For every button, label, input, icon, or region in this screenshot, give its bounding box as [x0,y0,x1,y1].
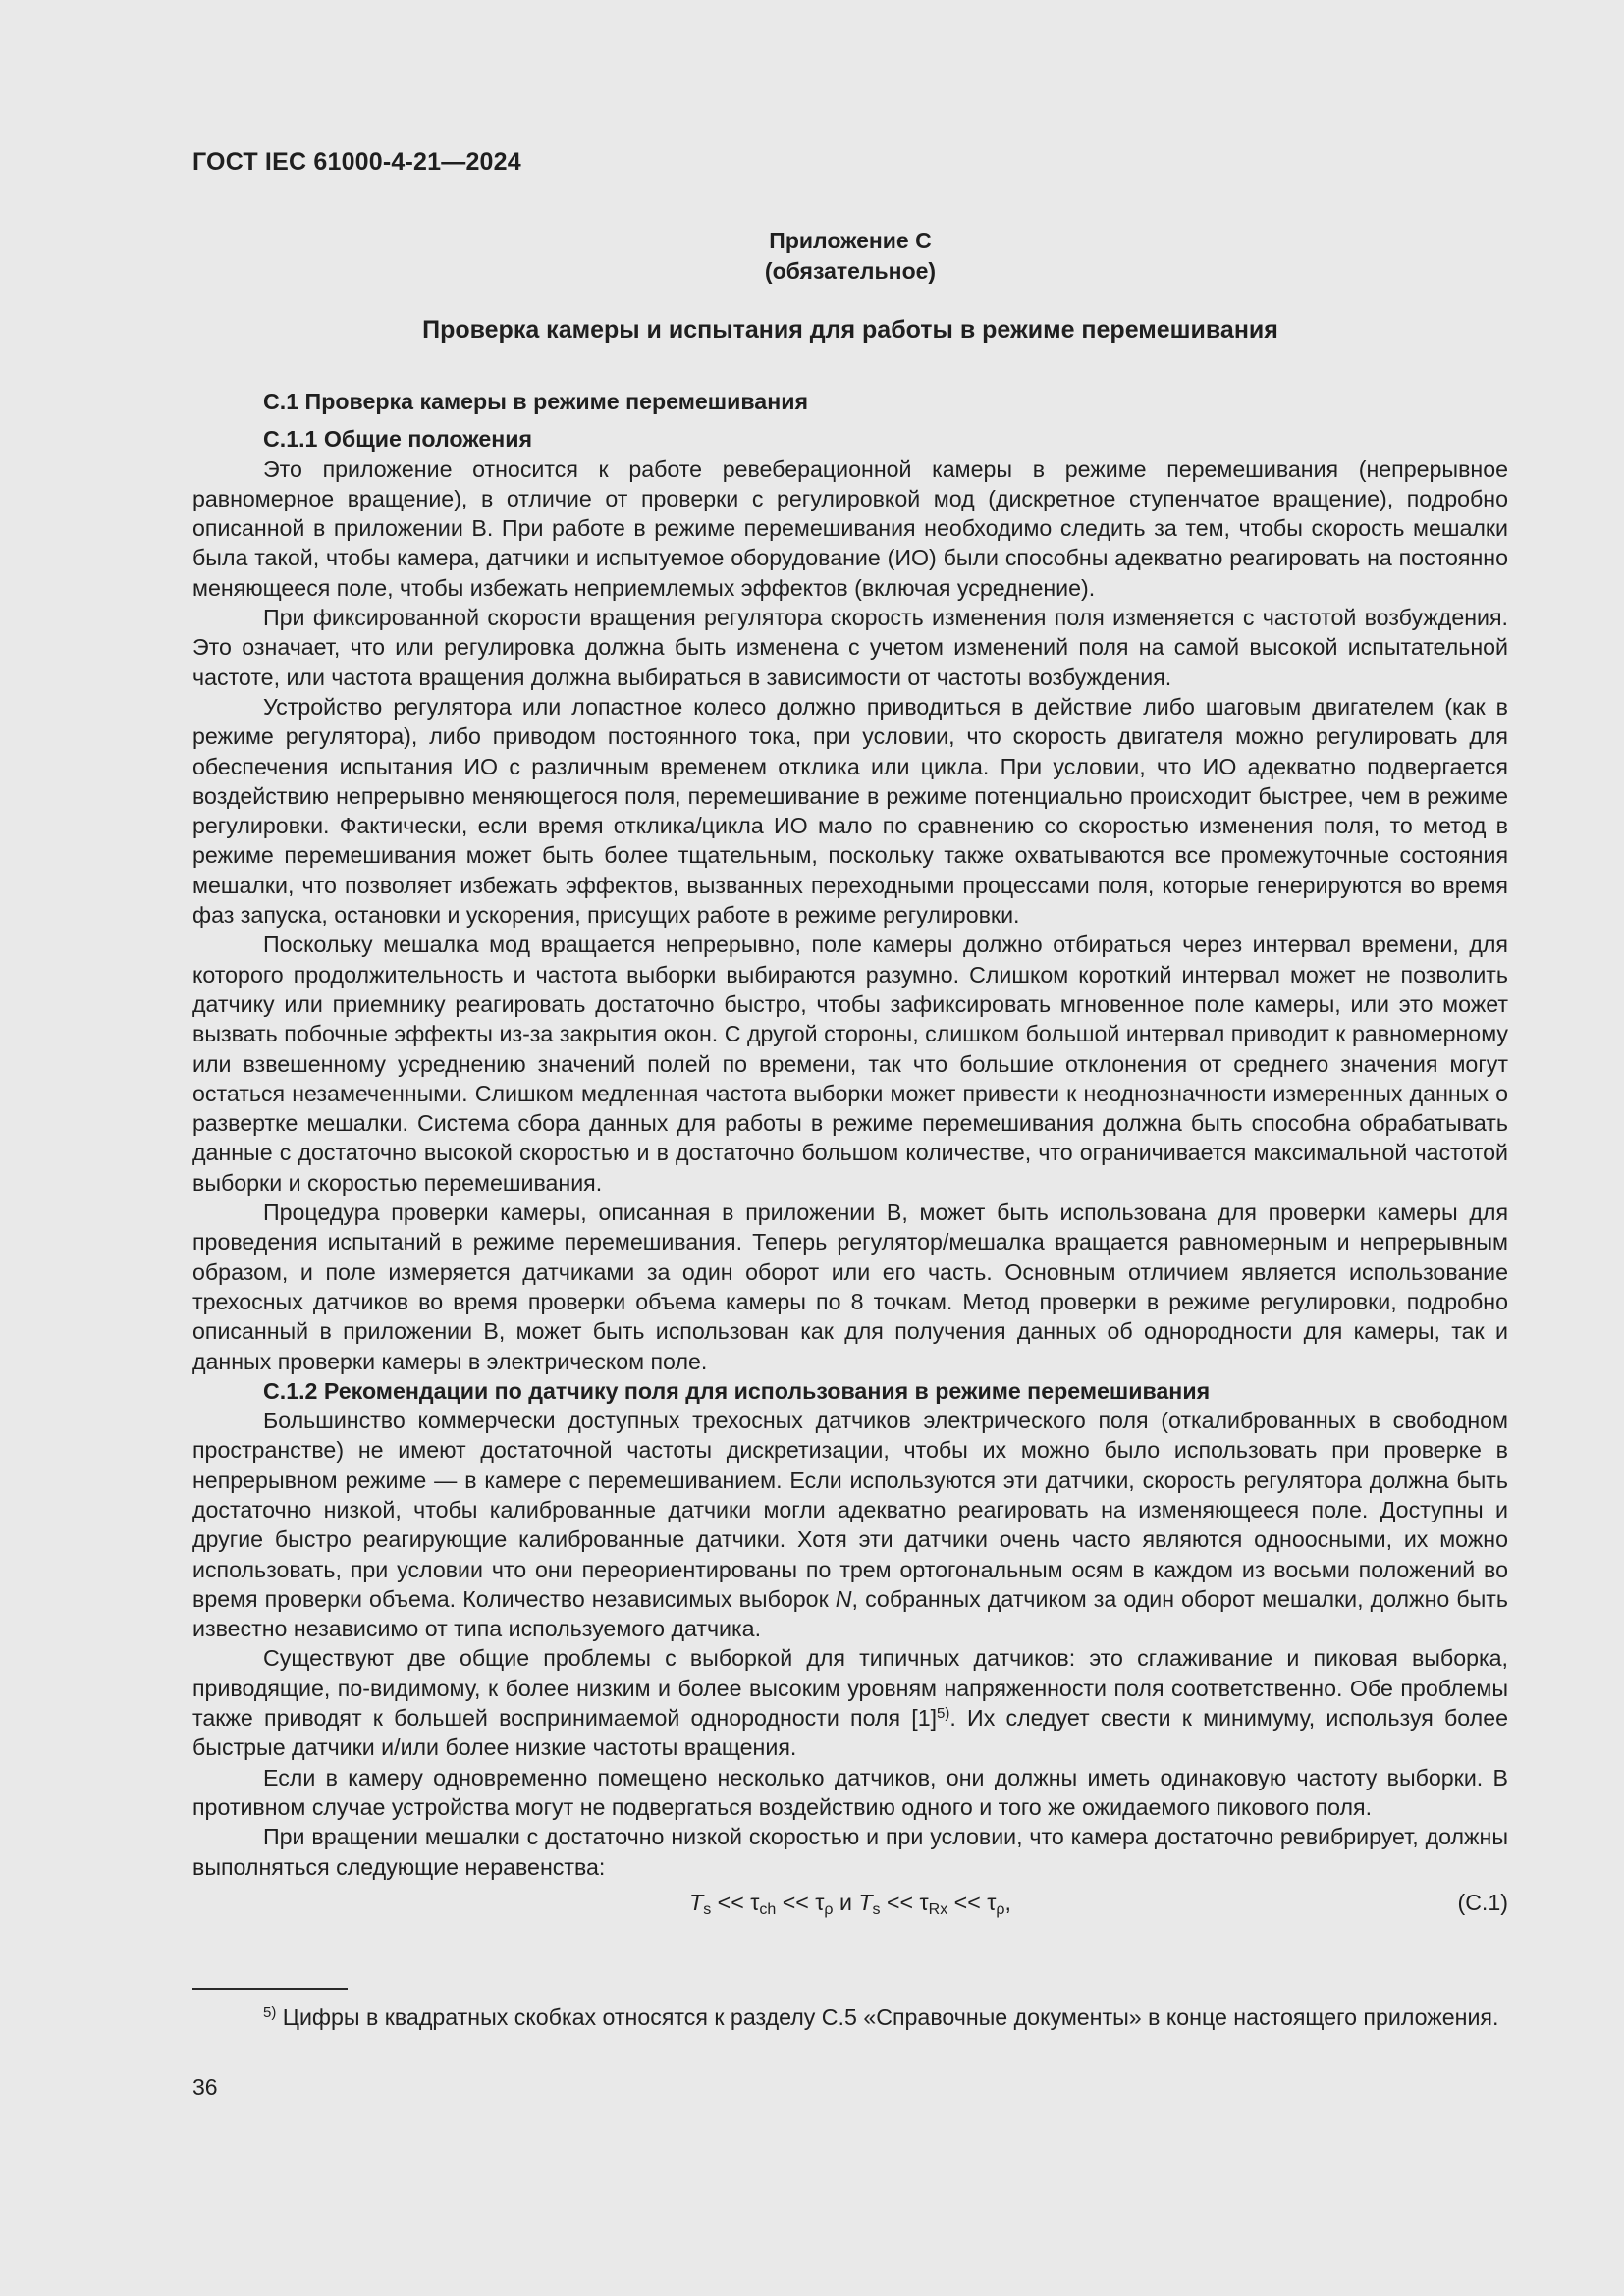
footnote-divider [192,1988,348,1990]
symbol-t: T [689,1889,704,1915]
variable-n: N [835,1585,852,1612]
symbol-tau: τ [919,1889,929,1915]
subscript-s: s [872,1900,881,1918]
paragraph: При фиксированной скорости вращения регулятора скорость изменения поля изменяется с частотой возбуждения. Это означает, что или регулировка должна быть изменена с учетом изменений поля на самой высокой испытательной частоте, или частота вращения должна выбираться в зависимости от частоты возбуждения. [192,605,1508,690]
formula-expression [192,1888,1508,1925]
appendix-status: (обязательное) [764,258,937,284]
operator: << [880,1889,920,1915]
paragraph: Устройство регулятора или лопастное колесо должно приводиться в действие либо шаговым двигателем (как в режиме регулятора), либо приводом постоянного тока, при условии, что скорость двигателя можно регулировать для обеспечения испытания ИО с различным временем отклика или цикла. При условии, что ИО адекватно подвергается воздействию непрерывно меняющегося поля, перемешивание в режиме потенциально происходит быстрее, чем в режиме регулировки. Фактически, если время отклика/цикла ИО мало по сравнению со скоростью изменения поля, то метод в режиме перемешивания может быть более тщательным, поскольку также охватываются все промежуточные состояния мешалки, что позволяет избежать эффектов, вызванных переходными процессами поля, которые генерируются во время фаз запуска, остановки и ускорения, присущих работе в режиме регулировки. [192,693,1508,929]
section-heading-c1-2: С.1.2 Рекомендации по датчику поля для использования в режиме перемешивания [263,1377,1211,1404]
paragraph [192,1643,1508,1762]
punctuation: , [1004,1889,1011,1915]
page-number: 36 [192,2074,218,2100]
paragraph: Это приложение относится к работе ревеберационной камеры в режиме перемешивания (непрерывное равномерное вращение), в отличие от проверки с регулировкой мод (дискретное ступенчатое вращение), подробно описанной в приложении В. При работе в режиме перемешивания необходимо следить за тем, чтобы скорость мешалки была такой, чтобы камера, датчики и испытуемое оборудование (ИО) были способны адекватно реагировать на постоянно меняющееся поле, чтобы избежать неприемлемых эффектов (включая усреднение). [192,455,1508,601]
subscript-rx: Rx [928,1900,948,1918]
footnote-reference: 5) [937,1705,950,1723]
symbol-tau: τ [815,1889,825,1915]
formula-number: (С.1) [1457,1889,1508,1915]
appendix-title: Проверка камеры и испытания для работы в режиме перемешивания [422,316,1278,344]
subscript-rho: ρ [996,1900,1005,1918]
paragraph: Поскольку мешалка мод вращается непрерывно, поле камеры должно отбираться через интервал времени, для которого продолжительность и частота выборки выбираются разумно. Слишком короткий интервал может не позволить датчику или приемнику реагировать достаточно быстро, чтобы зафиксировать мгновенное поле камеры, или это может вызвать побочные эффекты из-за закрытия окон. С другой стороны, слишком большой интервал приводит к равномерному или взвешенному усреднению значений полей по времени, так что большие отклонения от среднего значения могут остаться незамеченными. Слишком медленная частота выборки может привести к неоднозначности измеренных данных о развертке мешалки. Система сбора данных для работы в режиме перемешивания должна быть способна обрабатывать данные с достаточно высокой скоростью и в достаточно большом количестве, что ограничивается максимальной частотой выборки и скоростью перемешивания. [192,932,1508,1196]
subscript-rho: ρ [824,1900,834,1918]
operator: << [947,1889,988,1915]
footnote [192,2002,1508,2032]
appendix-heading [192,226,1508,287]
operator: << [776,1889,816,1915]
text-span: Существуют две общие проблемы с выборкой для типичных датчиков: это сглаживание и пиковая выборка, приводящие, по-видимому, к более низким и более высоким уровням напряженности поля соответственно. Обе проблемы также приводят к большей воспринимаемой однородности поля [1] [192,1645,1508,1732]
subscript-s: s [703,1900,712,1918]
section-heading-c1-1: С.1.1 Общие положения [263,426,533,453]
text-span: . Их следует свести к минимуму, используя более быстрые датчики и/или более низкие частоты вращения. [192,1705,1508,1761]
subscript-ch: ch [759,1900,777,1918]
formula-c1 [192,1888,1508,1927]
paragraph: Если в камеру одновременно помещено несколько датчиков, они должны иметь одинаковую частоту выборки. В противном случае устройства могут не подвергаться воздействию одного и того же ожидаемого пикового поля. [192,1764,1508,1820]
section-heading-c1: С.1 Проверка камеры в режиме перемешивания [263,389,808,414]
paragraph [192,1406,1508,1643]
appendix-label: Приложение С [769,228,932,253]
document-body [192,387,1508,1927]
paragraph: При вращении мешалки с достаточно низкой скоростью и при условии, что камера достаточно ревибрирует, должны выполняться следующие неравенства: [192,1824,1508,1880]
symbol-tau: τ [750,1889,760,1915]
text-span: Большинство коммерчески доступных трехосных датчиков электрического поля (откалиброванных в свободном пространстве) не имеют достаточной частоты дискретизации, чтобы их можно было использовать при проверке в непрерывном режиме — в камере с перемешиванием. Если используются эти датчики, скорость регулятора должна быть достаточно низкой, чтобы калиброванные датчики могли адекватно реагировать на изменяющееся поле. Доступны и другие быстро реагирующие калиброванные датчики. Хотя эти датчики очень часто являются одноосными, их можно использовать, при условии что они переориентированы по трем ортогональным осям в каждом из восьми положений во время проверки объема. Количество независимых выборок [192,1408,1508,1612]
footnote-text: Цифры в квадратных скобках относятся к разделу С.5 «Справочные документы» в конце настоящего приложения. [276,2004,1499,2030]
symbol-t: T [858,1889,873,1915]
text-span: , собранных датчиком за один оборот мешалки, должно быть известно независимо от типа используемого датчика. [192,1585,1508,1642]
document-header: ГОСТ IEC 61000-4-21—2024 [192,148,521,176]
operator: << [711,1889,751,1915]
conjunction: и [833,1889,859,1915]
paragraph: Процедура проверки камеры, описанная в приложении В, может быть использована для проверки камеры для проведения испытаний в режиме перемешивания. Теперь регулятор/мешалка вращается равномерным и непрерывным образом, и поле измеряется датчиками за один оборот или его часть. Основным отличием является использование трехосных датчиков во время проверки объема камеры по 8 точкам. Метод проверки в режиме регулировки, подробно описанный в приложении В, может быть использован как для получения данных об однородности для камеры, так и данных проверки камеры в электрическом поле. [192,1200,1508,1374]
footnote-marker: 5) [263,2004,277,2021]
symbol-tau: τ [987,1889,997,1915]
